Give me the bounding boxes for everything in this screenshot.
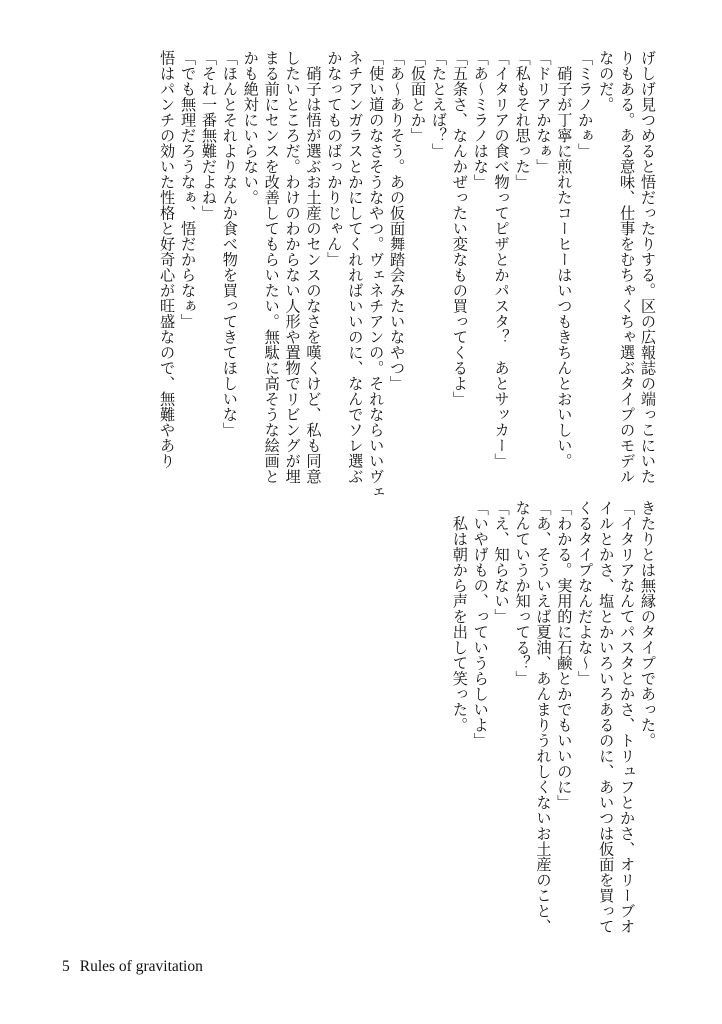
text-line: 「私もそれ思った」: [513, 50, 532, 190]
text-line: くるタイプなんだよな〜」: [576, 500, 595, 686]
text-line: 悟はパンチの効いた性格と好奇心が旺盛なので、無難やあり: [158, 50, 177, 469]
text-line: 「でも無理だろうなぁ、悟だからなぁ」: [179, 50, 198, 329]
text-line: 「使い道のなさそうなやつ。ヴェネチアンの。それならいいヴェ: [367, 50, 386, 500]
book-title: Rules of gravitation: [79, 958, 203, 975]
text-line: ネチアンガラスとかにしてくれればいいのに、なんでソレ選ぶ: [346, 50, 365, 484]
text-line: かも絶対にいらない。: [241, 50, 260, 205]
lower-text-block: [449, 500, 658, 934]
text-line: なのだ。: [597, 50, 616, 112]
text-line: 「五条さ、なんかぜったい変なもの買ってくるよ」: [450, 50, 469, 407]
page-footer: [62, 958, 203, 976]
text-line: 「たとえば？」: [429, 50, 448, 159]
text-line: 「イタリアの食べ物ってピザとかパスタ？ あとサッカー」: [492, 50, 511, 469]
upper-text-block: [156, 50, 658, 500]
text-line: 「ドリアかなぁ」: [534, 50, 553, 174]
page-number: 5: [62, 958, 70, 975]
text-line: なんていうか知ってる？」: [513, 500, 532, 686]
text-line: 「わかる。実用的に石鹸とかでもいいのに」: [555, 500, 574, 810]
text-line: まる前にセンスを改善してもらいたい。無駄に高そうな絵画と: [262, 50, 281, 484]
text-line: げしげ見つめると悟だったりする。区の広報誌の端っこにいた: [639, 50, 657, 484]
text-line: 「いやげもの、っていうらしいよ」: [471, 500, 490, 748]
text-line: きたりとは無縁のタイプであった。: [639, 500, 657, 748]
text-line: 「それ一番無難だよね」: [199, 50, 218, 221]
text-line: 「ミラノかぁ」: [576, 50, 595, 159]
text-line: 私は朝から声を出して笑った。: [450, 500, 469, 733]
text-line: 「あ〜ありそう。あの仮面舞踏会みたいなやつ」: [388, 50, 407, 391]
text-line: イルとかさ、塩とかいろいろあるのに、あいつは仮面を買って: [597, 500, 616, 934]
text-line: 「あ〜ミラノはな」: [471, 50, 490, 190]
text-line: 「え、知らない」: [492, 500, 511, 624]
text-line: 「ほんとそれよりなんか食べ物を買ってきてほしいな」: [220, 50, 239, 438]
text-line: かなってものばっかりじゃん」: [325, 50, 344, 267]
text-line: 「イタリアなんてパスタとかさ、トリュフとかさ、オリーブオ: [618, 500, 637, 934]
text-line: 「仮面とか」: [409, 50, 428, 143]
text-line: 「あ、そういえば夏油、あんまりうれしくないお土産のこと、: [534, 500, 553, 934]
text-line: 硝子は悟が選ぶお土産のセンスのなさを嘆くけど、私も同意: [304, 50, 323, 484]
text-line: りもある。ある意味、仕事をむちゃくちゃ選ぶタイプのモデル: [618, 50, 637, 484]
text-line: 硝子が丁寧に煎れたコーヒーはいつもきちんとおいしい。: [555, 50, 574, 469]
text-line: したいところだ。わけのわからない人形や置物でリビングが埋: [283, 50, 302, 484]
